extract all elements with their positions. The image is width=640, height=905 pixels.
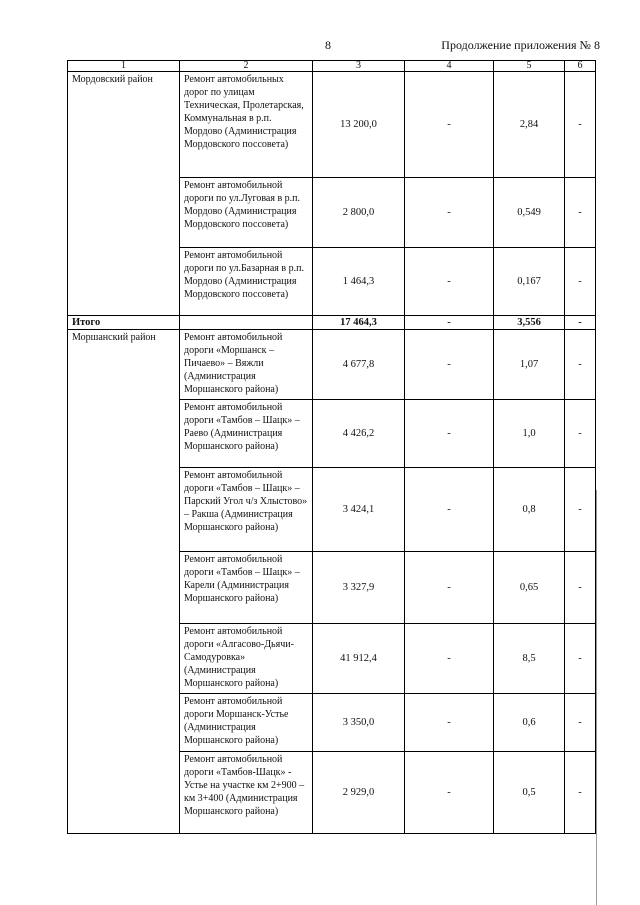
road-description: Ремонт автомобильной дороги по ул.Базарная в р.п. Мордово (Администрация Мордовского поссовета) bbox=[180, 248, 313, 316]
col4-cell: - bbox=[405, 752, 494, 834]
length-cell: 1,07 bbox=[494, 330, 565, 400]
column-header: 1 bbox=[68, 61, 180, 72]
length-cell: 2,84 bbox=[494, 72, 565, 178]
cost-cell: 1 464,3 bbox=[313, 248, 405, 316]
col4-cell: - bbox=[405, 248, 494, 316]
col4-cell: - bbox=[405, 72, 494, 178]
total-col6: - bbox=[565, 316, 596, 330]
col6-cell: - bbox=[565, 248, 596, 316]
length-cell: 8,5 bbox=[494, 624, 565, 694]
col6-cell: - bbox=[565, 330, 596, 400]
road-description: Ремонт автомобильной дороги «Тамбов – Шацк» – Парский Угол ч/з Хлыстово» – Ракша (Администрация Моршанского района) bbox=[180, 468, 313, 552]
total-col2 bbox=[180, 316, 313, 330]
col6-cell: - bbox=[565, 694, 596, 752]
page-number: 8 bbox=[325, 38, 331, 52]
length-cell: 0,167 bbox=[494, 248, 565, 316]
length-cell: 0,549 bbox=[494, 178, 565, 248]
continuation-label: Продолжение приложения № 8 bbox=[441, 38, 600, 52]
road-description: Ремонт автомобильной дороги по ул.Луговая в р.п. Мордово (Администрация Мордовского поссовета) bbox=[180, 178, 313, 248]
column-header: 5 bbox=[494, 61, 565, 72]
road-repair-table bbox=[67, 60, 596, 834]
road-description: Ремонт автомобильной дороги «Алгасово-Дьячи-Самодуровка» (Администрация Моршанского района) bbox=[180, 624, 313, 694]
total-row bbox=[68, 316, 596, 330]
road-description: Ремонт автомобильных дорог по улицам Техническая, Пролетарская, Коммунальная в р.п. Мордово (Администрация Мордовского поссовета) bbox=[180, 72, 313, 178]
col4-cell: - bbox=[405, 694, 494, 752]
cost-cell: 3 424,1 bbox=[313, 468, 405, 552]
cost-cell: 41 912,4 bbox=[313, 624, 405, 694]
road-description: Ремонт автомобильной дороги «Моршанск – Пичаево» – Вяжли (Администрация Моршанского района) bbox=[180, 330, 313, 400]
col6-cell: - bbox=[565, 752, 596, 834]
total-length: 3,556 bbox=[494, 316, 565, 330]
cost-cell: 13 200,0 bbox=[313, 72, 405, 178]
road-description: Ремонт автомобильной дороги «Тамбов-Шацк» - Устье на участке км 2+900 – км 3+400 (Администрация Моршанского района) bbox=[180, 752, 313, 834]
cost-cell: 2 800,0 bbox=[313, 178, 405, 248]
district-cell: Мордовский район bbox=[68, 72, 180, 316]
length-cell: 0,6 bbox=[494, 694, 565, 752]
cost-cell: 3 350,0 bbox=[313, 694, 405, 752]
total-cost: 17 464,3 bbox=[313, 316, 405, 330]
col4-cell: - bbox=[405, 468, 494, 552]
length-cell: 1,0 bbox=[494, 400, 565, 468]
col6-cell: - bbox=[565, 552, 596, 624]
scan-edge-line bbox=[596, 490, 597, 905]
length-cell: 0,5 bbox=[494, 752, 565, 834]
table-row bbox=[68, 72, 596, 178]
column-header: 4 bbox=[405, 61, 494, 72]
col4-cell: - bbox=[405, 624, 494, 694]
length-cell: 0,8 bbox=[494, 468, 565, 552]
column-header: 2 bbox=[180, 61, 313, 72]
length-cell: 0,65 bbox=[494, 552, 565, 624]
col4-cell: - bbox=[405, 400, 494, 468]
column-header: 3 bbox=[313, 61, 405, 72]
col6-cell: - bbox=[565, 624, 596, 694]
col6-cell: - bbox=[565, 468, 596, 552]
cost-cell: 4 426,2 bbox=[313, 400, 405, 468]
col4-cell: - bbox=[405, 330, 494, 400]
road-description: Ремонт автомобильной дороги «Тамбов – Шацк» – Раево (Администрация Моршанского района) bbox=[180, 400, 313, 468]
col6-cell: - bbox=[565, 178, 596, 248]
total-col4: - bbox=[405, 316, 494, 330]
col4-cell: - bbox=[405, 552, 494, 624]
cost-cell: 2 929,0 bbox=[313, 752, 405, 834]
road-description: Ремонт автомобильной дороги Моршанск-Устье (Администрация Моршанского района) bbox=[180, 694, 313, 752]
cost-cell: 4 677,8 bbox=[313, 330, 405, 400]
column-number-row bbox=[68, 61, 596, 72]
col4-cell: - bbox=[405, 178, 494, 248]
column-header: 6 bbox=[565, 61, 596, 72]
cost-cell: 3 327,9 bbox=[313, 552, 405, 624]
col6-cell: - bbox=[565, 400, 596, 468]
district-cell: Моршанский район bbox=[68, 330, 180, 834]
total-label: Итого bbox=[68, 316, 180, 330]
road-description: Ремонт автомобильной дороги «Тамбов – Шацк» – Карели (Администрация Моршанского района) bbox=[180, 552, 313, 624]
col6-cell: - bbox=[565, 72, 596, 178]
table-row bbox=[68, 330, 596, 400]
